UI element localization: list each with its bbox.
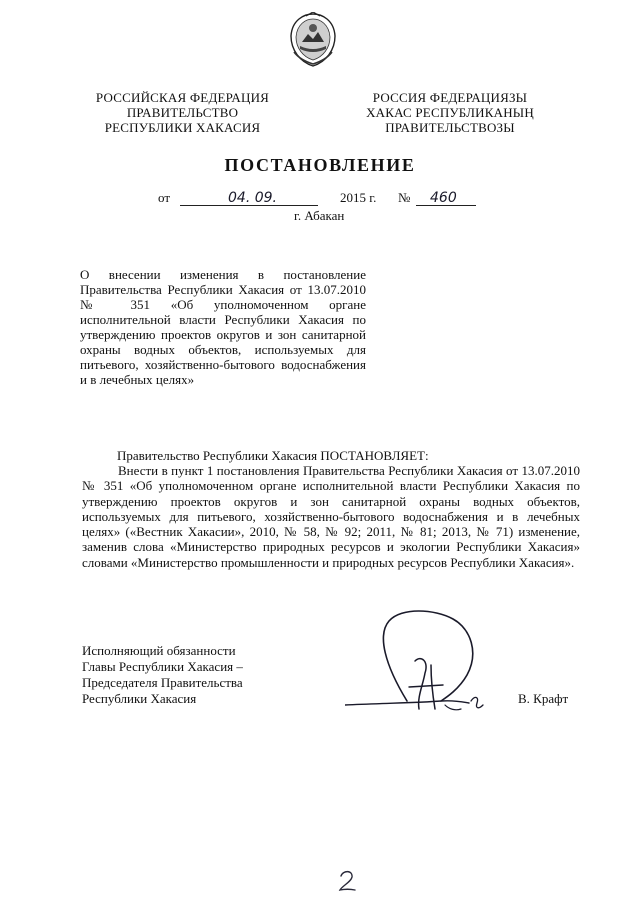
handwritten-date: 04. 09. — [228, 190, 277, 206]
coat-of-arms-icon — [288, 12, 338, 68]
header-left-line: РЕСПУБЛИКИ ХАКАСИЯ — [104, 120, 261, 135]
header-right-line: ПРАВИТЕЛЬСТВОЗЫ — [385, 120, 515, 135]
handwritten-page-number-icon — [336, 868, 358, 894]
date-year: 2015 г. — [340, 190, 377, 205]
handwritten-signature-icon — [345, 605, 505, 725]
header-right-line: ХАКАС РЕСПУБЛИКАНЫҢ — [366, 105, 534, 120]
signatory-line: Председателя Правительства — [82, 675, 243, 690]
date-number-line — [158, 190, 488, 208]
header-left-line: ПРАВИТЕЛЬСТВО — [126, 105, 239, 120]
city: г. Абакан — [294, 208, 345, 223]
document-title: ПОСТАНОВЛЕНИЕ — [224, 155, 416, 175]
decree-body: Внести в пункт 1 постановления Правительства Республики Хакасия от 13.07.2010 № 351 «Об уполномоченном органе исполнительной власти Республики Хакасия по утверждению проектов округов и зон санитарной охраны водных объектов, используемых для питьевого, хозяйственно-бытового водоснабжения и в лечебных целях» («Вестник Хакасии», 2010, № 58, № 92; 2011, № 81; 2013, № 71) изменение, заменив слова «Министерство природных ресурсов и экологии Республики Хакасия» словами «Министерство промышленности и природных ресурсов Республики Хакасия». — [82, 463, 580, 570]
date-prefix: от — [158, 190, 171, 205]
header-right-org — [350, 90, 550, 135]
signer-name: В. Крафт — [518, 691, 569, 706]
document-subject: О внесении изменения в постановление Правительства Республики Хакасия от 13.07.2010 № 351 «Об уполномоченном органе исполнительной власти Республики Хакасия по утверждению проектов округов и зон санитарной охраны водных объектов, используемых для питьевого, хозяйственно-бытового водоснабжения и в лечебных целях» — [80, 267, 366, 387]
signatory-position — [82, 643, 243, 707]
signatory-line: Исполняющий обязанности — [82, 643, 236, 658]
handwritten-number: 460 — [430, 190, 457, 206]
signatory-line: Главы Республики Хакасия – — [82, 659, 243, 674]
decree-intro: Правительство Республики Хакасия ПОСТАНОВЛЯЕТ: — [117, 448, 429, 463]
number-sign: № — [398, 190, 411, 205]
header-left-line: РОССИЙСКАЯ ФЕДЕРАЦИЯ — [95, 90, 270, 105]
header-left-org — [80, 90, 285, 135]
header-right-line: РОССИЯ ФЕДЕРАЦИЯЗЫ — [372, 90, 528, 105]
signatory-line: Республики Хакасия — [82, 691, 197, 706]
